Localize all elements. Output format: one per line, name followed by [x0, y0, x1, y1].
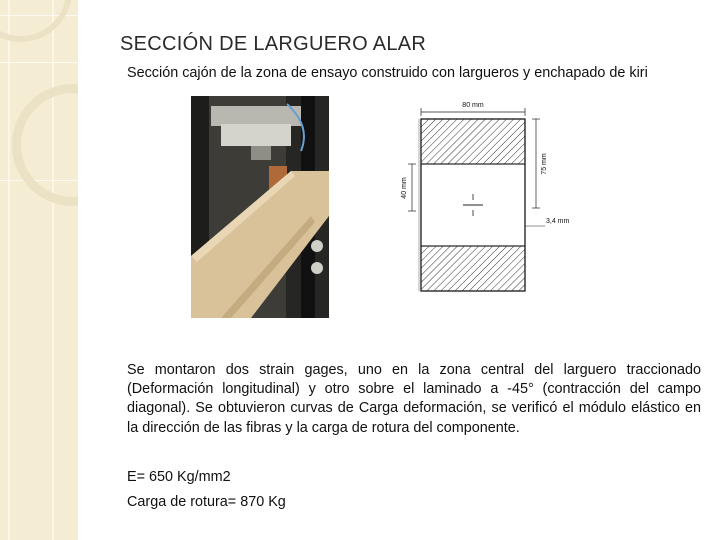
slide-title: SECCIÓN DE LARGUERO ALAR [120, 33, 427, 55]
test-rig-photo [191, 96, 329, 318]
intro-text: Sección cajón de la zona de ensayo construido con largueros y enchapado de kiri [127, 65, 648, 81]
decorative-sidebar [0, 0, 78, 540]
inner-dimension-label: 40 mm [401, 177, 408, 199]
description-paragraph: Se montaron dos strain gages, uno en la zona central del larguero traccionado (Deformación longitudinal) y otro sobre el laminado a -45° (contracción del campo diagonal). Se obtuvieron curvas de Carga deformación, se verificó el módulo elástico en la dirección de las fibras y la carga de rotura del componente. [127, 362, 701, 436]
cross-section-diagram [395, 96, 595, 296]
width-dimension-label: 80 mm [462, 102, 484, 109]
thickness-dimension-label: 3,4 mm [546, 218, 570, 225]
elastic-modulus-value: E= 650 Kg/mm2 [127, 469, 231, 485]
height-dimension-label: 75 mm [541, 153, 548, 175]
breaking-load-value: Carga de rotura= 870 Kg [127, 494, 286, 510]
